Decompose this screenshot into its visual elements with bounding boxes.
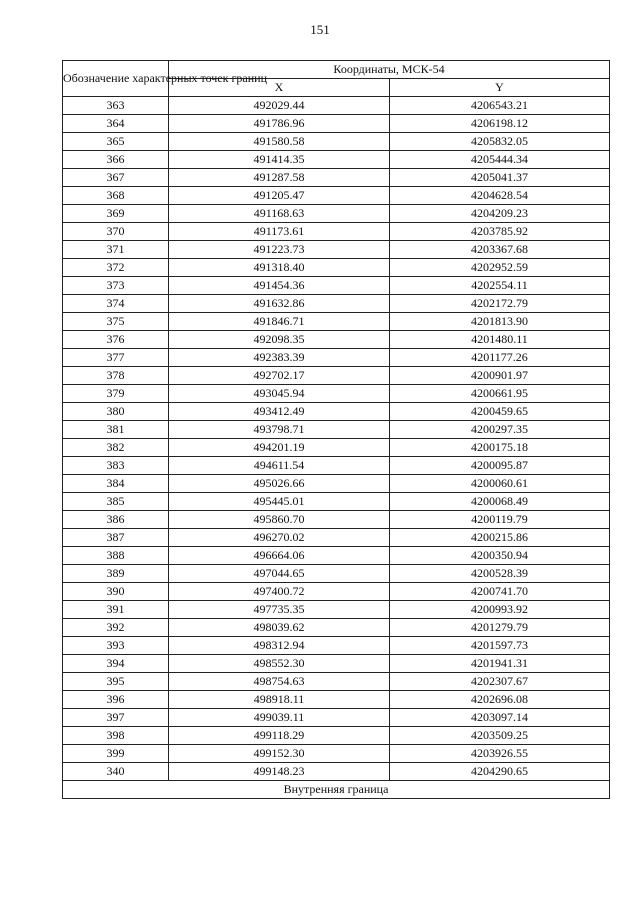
y-cell: 4204209.23 (390, 205, 610, 223)
point-cell: 370 (63, 223, 169, 241)
x-cell: 491173.61 (169, 223, 390, 241)
point-cell: 364 (63, 115, 169, 133)
x-cell: 491786.96 (169, 115, 390, 133)
y-cell: 4201597.73 (390, 637, 610, 655)
x-cell: 494201.19 (169, 439, 390, 457)
x-cell: 492098.35 (169, 331, 390, 349)
y-cell: 4200175.18 (390, 439, 610, 457)
point-cell: 392 (63, 619, 169, 637)
y-cell: 4200661.95 (390, 385, 610, 403)
y-cell: 4200060.61 (390, 475, 610, 493)
header-point-designation: Обозначение характерных точек границ (63, 61, 169, 97)
y-cell: 4203367.68 (390, 241, 610, 259)
y-cell: 4204628.54 (390, 187, 610, 205)
table-row (63, 583, 610, 601)
point-cell: 391 (63, 601, 169, 619)
point-cell: 381 (63, 421, 169, 439)
x-cell: 498754.63 (169, 673, 390, 691)
x-cell: 491318.40 (169, 259, 390, 277)
x-cell: 498039.62 (169, 619, 390, 637)
table-row (63, 493, 610, 511)
table-row (63, 295, 610, 313)
table-row (63, 403, 610, 421)
y-cell: 4206198.12 (390, 115, 610, 133)
y-cell: 4201480.11 (390, 331, 610, 349)
point-cell: 384 (63, 475, 169, 493)
y-cell: 4200068.49 (390, 493, 610, 511)
point-cell: 399 (63, 745, 169, 763)
y-cell: 4201177.26 (390, 349, 610, 367)
point-cell: 374 (63, 295, 169, 313)
point-cell: 382 (63, 439, 169, 457)
coordinates-table (62, 60, 610, 799)
x-cell: 491846.71 (169, 313, 390, 331)
point-cell: 366 (63, 151, 169, 169)
point-cell: 396 (63, 691, 169, 709)
y-cell: 4203509.25 (390, 727, 610, 745)
y-cell: 4203785.92 (390, 223, 610, 241)
y-cell: 4201279.79 (390, 619, 610, 637)
point-cell: 365 (63, 133, 169, 151)
table-row (63, 151, 610, 169)
x-cell: 491632.86 (169, 295, 390, 313)
x-cell: 492383.39 (169, 349, 390, 367)
point-cell: 375 (63, 313, 169, 331)
table-row (63, 655, 610, 673)
x-cell: 493412.49 (169, 403, 390, 421)
x-cell: 497735.35 (169, 601, 390, 619)
point-cell: 389 (63, 565, 169, 583)
x-cell: 494611.54 (169, 457, 390, 475)
table-row (63, 187, 610, 205)
table-row (63, 565, 610, 583)
x-cell: 499039.11 (169, 709, 390, 727)
table-row (63, 385, 610, 403)
table-row (63, 511, 610, 529)
point-cell: 398 (63, 727, 169, 745)
table-row (63, 421, 610, 439)
table-row (63, 673, 610, 691)
x-cell: 492702.17 (169, 367, 390, 385)
point-cell: 367 (63, 169, 169, 187)
x-cell: 491414.35 (169, 151, 390, 169)
y-cell: 4200993.92 (390, 601, 610, 619)
point-cell: 372 (63, 259, 169, 277)
x-cell: 495445.01 (169, 493, 390, 511)
x-cell: 491454.36 (169, 277, 390, 295)
y-cell: 4200741.70 (390, 583, 610, 601)
x-cell: 492029.44 (169, 97, 390, 115)
x-cell: 499152.30 (169, 745, 390, 763)
header-y: Y (390, 79, 610, 97)
table-row (63, 619, 610, 637)
point-cell: 377 (63, 349, 169, 367)
y-cell: 4202696.08 (390, 691, 610, 709)
table-row (63, 709, 610, 727)
table-row (63, 97, 610, 115)
table-row (63, 439, 610, 457)
table-row (63, 475, 610, 493)
table-row (63, 601, 610, 619)
table-row (63, 727, 610, 745)
y-cell: 4200528.39 (390, 565, 610, 583)
table-row (63, 205, 610, 223)
table-row (63, 277, 610, 295)
y-cell: 4200297.35 (390, 421, 610, 439)
point-cell: 385 (63, 493, 169, 511)
y-cell: 4200350.94 (390, 547, 610, 565)
y-cell: 4200119.79 (390, 511, 610, 529)
x-cell: 497044.65 (169, 565, 390, 583)
y-cell: 4202554.11 (390, 277, 610, 295)
point-cell: 369 (63, 205, 169, 223)
x-cell: 495026.66 (169, 475, 390, 493)
table-row (63, 529, 610, 547)
point-cell: 386 (63, 511, 169, 529)
point-cell: 383 (63, 457, 169, 475)
y-cell: 4203926.55 (390, 745, 610, 763)
y-cell: 4202307.67 (390, 673, 610, 691)
table-header (63, 61, 610, 97)
x-cell: 491580.58 (169, 133, 390, 151)
y-cell: 4201813.90 (390, 313, 610, 331)
x-cell: 499148.23 (169, 763, 390, 781)
point-cell: 387 (63, 529, 169, 547)
y-cell: 4201941.31 (390, 655, 610, 673)
table-row (63, 367, 610, 385)
table-row (63, 331, 610, 349)
x-cell: 495860.70 (169, 511, 390, 529)
point-cell: 373 (63, 277, 169, 295)
table-row (63, 223, 610, 241)
point-cell: 376 (63, 331, 169, 349)
table-row (63, 241, 610, 259)
point-cell: 378 (63, 367, 169, 385)
point-cell: 380 (63, 403, 169, 421)
y-cell: 4200901.97 (390, 367, 610, 385)
x-cell: 496664.06 (169, 547, 390, 565)
header-x: X (169, 79, 390, 97)
table-row (63, 349, 610, 367)
table-footer: Внутренняя граница (63, 781, 610, 799)
y-cell: 4205444.34 (390, 151, 610, 169)
header-coordinate-system: Координаты, МСК-54 (169, 61, 610, 79)
x-cell: 491287.58 (169, 169, 390, 187)
table-row (63, 637, 610, 655)
y-cell: 4202952.59 (390, 259, 610, 277)
table-row (63, 133, 610, 151)
point-cell: 390 (63, 583, 169, 601)
x-cell: 496270.02 (169, 529, 390, 547)
point-cell: 363 (63, 97, 169, 115)
x-cell: 497400.72 (169, 583, 390, 601)
table-row (63, 457, 610, 475)
x-cell: 491205.47 (169, 187, 390, 205)
y-cell: 4205832.05 (390, 133, 610, 151)
point-cell: 394 (63, 655, 169, 673)
x-cell: 493045.94 (169, 385, 390, 403)
table-row (63, 313, 610, 331)
point-cell: 397 (63, 709, 169, 727)
x-cell: 493798.71 (169, 421, 390, 439)
point-cell: 340 (63, 763, 169, 781)
point-cell: 388 (63, 547, 169, 565)
point-cell: 395 (63, 673, 169, 691)
y-cell: 4200459.65 (390, 403, 610, 421)
table-row (63, 745, 610, 763)
page-number: 151 (310, 22, 330, 37)
table-row (63, 169, 610, 187)
table-row (63, 259, 610, 277)
point-cell: 379 (63, 385, 169, 403)
y-cell: 4204290.65 (390, 763, 610, 781)
y-cell: 4200215.86 (390, 529, 610, 547)
table-row (63, 115, 610, 133)
y-cell: 4205041.37 (390, 169, 610, 187)
point-cell: 371 (63, 241, 169, 259)
x-cell: 498918.11 (169, 691, 390, 709)
table-row (63, 691, 610, 709)
x-cell: 491223.73 (169, 241, 390, 259)
x-cell: 498312.94 (169, 637, 390, 655)
y-cell: 4202172.79 (390, 295, 610, 313)
x-cell: 498552.30 (169, 655, 390, 673)
y-cell: 4200095.87 (390, 457, 610, 475)
point-cell: 368 (63, 187, 169, 205)
point-cell: 393 (63, 637, 169, 655)
table-row (63, 763, 610, 781)
x-cell: 491168.63 (169, 205, 390, 223)
y-cell: 4206543.21 (390, 97, 610, 115)
x-cell: 499118.29 (169, 727, 390, 745)
table-body (63, 97, 610, 781)
y-cell: 4203097.14 (390, 709, 610, 727)
table-row (63, 547, 610, 565)
